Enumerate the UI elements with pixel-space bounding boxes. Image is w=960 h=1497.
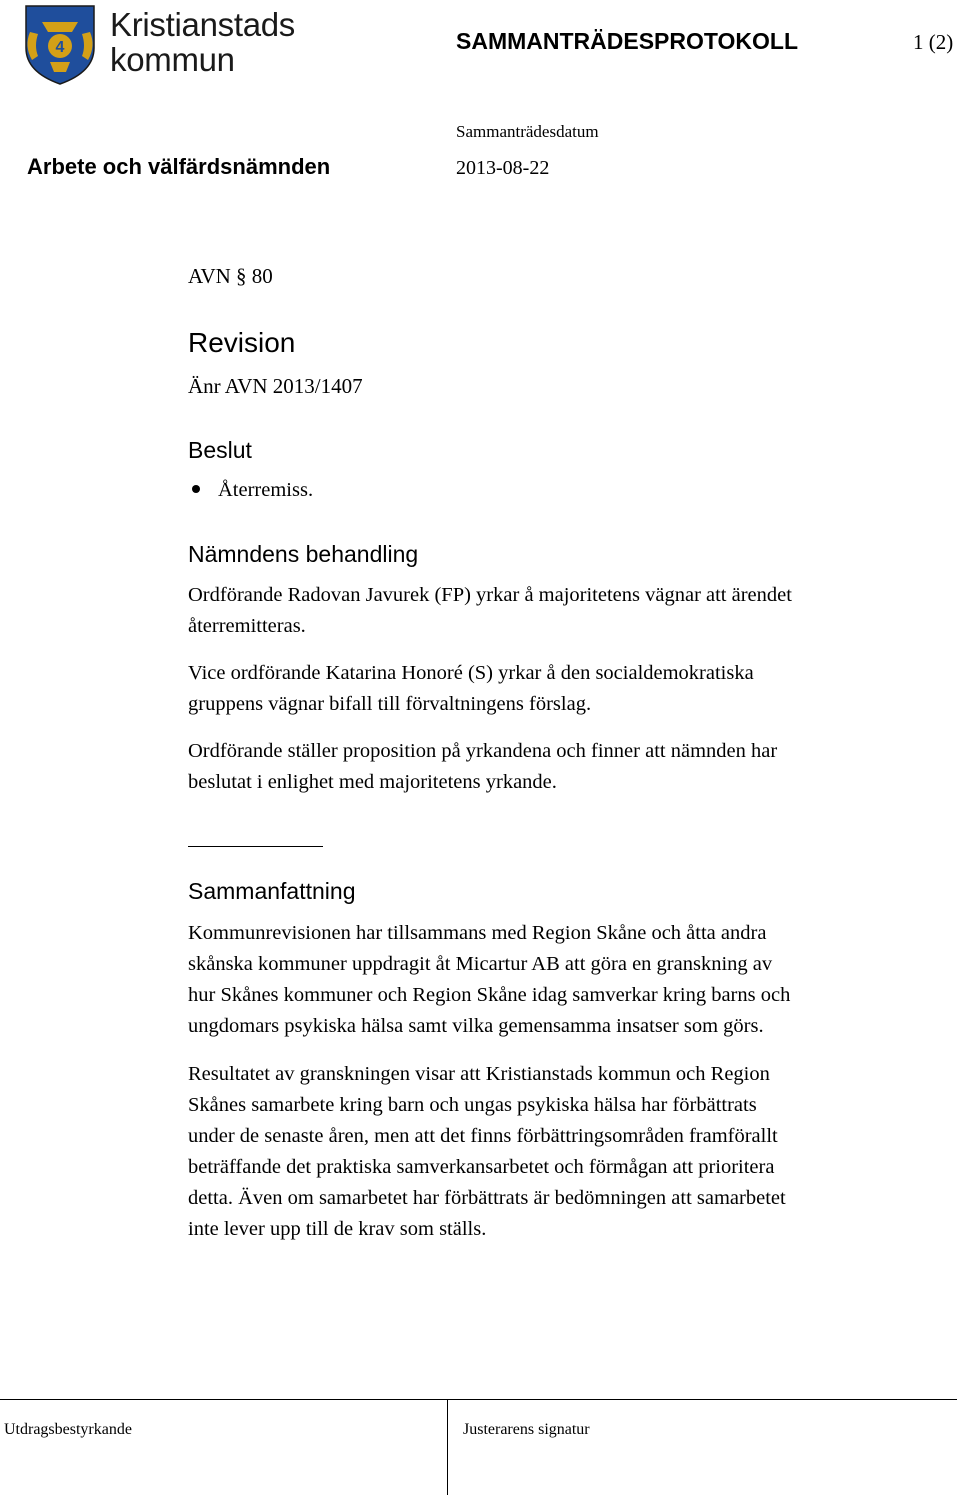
- handling-heading: Nämndens behandling: [188, 541, 419, 567]
- signature-label: Justerarens signatur: [463, 1421, 590, 1438]
- decision-item-text: Återremiss.: [218, 479, 314, 501]
- case-number: Änr AVN 2013/1407: [188, 374, 363, 398]
- text-line: under de senaste åren, men att det finns förbättringsområden framförallt: [188, 1125, 778, 1147]
- text-line: inte lever upp till de krav som ställs.: [188, 1218, 487, 1240]
- meeting-date: 2013-08-22: [456, 157, 550, 179]
- footer-rule: [0, 1399, 957, 1400]
- meeting-date-label: Sammanträdesdatum: [456, 122, 599, 141]
- logo-line-1: Kristianstads: [110, 6, 296, 43]
- text-line: återremitteras.: [188, 615, 306, 637]
- summary-heading: Sammanfattning: [188, 878, 356, 904]
- certification-label: Utdragsbestyrkande: [4, 1421, 132, 1438]
- text-line: hur Skånes kommuner och Region Skåne idag samverkar kring barns och: [188, 984, 791, 1006]
- text-line: Ordförande ställer proposition på yrkandena och finner att nämnden har: [188, 740, 778, 762]
- paragraph-reference: AVN § 80: [188, 264, 273, 288]
- text-line: detta. Även om samarbetet har förbättrats är bedömningen att samarbetet: [188, 1187, 786, 1209]
- text-line: beträffande det praktiska samverkansarbetet och förmågan att prioritera: [188, 1156, 775, 1178]
- decision-heading: Beslut: [188, 437, 252, 463]
- logo-wordmark: [110, 8, 295, 76]
- summary-paragraph: [188, 918, 790, 1042]
- board-name: Arbete och välfärdsnämnden: [27, 154, 331, 179]
- summary-paragraph: [188, 1059, 786, 1245]
- decision-item: [188, 479, 313, 502]
- handling-paragraph: [188, 658, 754, 720]
- text-line: Vice ordförande Katarina Honoré (S) yrkar å den socialdemokratiska: [188, 662, 754, 684]
- text-line: skånska kommuner uppdragit åt Micartur AB att göra en granskning av: [188, 953, 773, 975]
- text-line: Ordförande Radovan Javurek (FP) yrkar å majoritetens vägnar att ärendet: [188, 584, 792, 606]
- text-line: Resultatet av granskningen visar att Kristianstads kommun och Region: [188, 1063, 770, 1085]
- bullet-icon: [192, 485, 200, 493]
- footer-column-divider: [447, 1399, 448, 1495]
- coat-of-arms-icon: [20, 2, 100, 86]
- text-line: beslutat i enlighet med majoritetens yrkande.: [188, 771, 557, 793]
- case-title: Revision: [188, 327, 296, 358]
- svg-text:4: 4: [55, 39, 65, 56]
- section-divider: [188, 846, 323, 847]
- text-line: Kommunrevisionen har tillsammans med Region Skåne och åtta andra: [188, 922, 767, 944]
- text-line: gruppens vägnar bifall till förvaltningens förslag.: [188, 693, 592, 715]
- handling-paragraph: [188, 580, 792, 642]
- logo-line-2: kommun: [110, 41, 235, 78]
- text-line: ungdomars psykiska hälsa samt vilka gemensamma insatser som görs.: [188, 1015, 764, 1037]
- kommun-logo: [20, 2, 300, 86]
- text-line: Skånes samarbete kring barn och ungas psykiska hälsa har förbättrats: [188, 1094, 757, 1116]
- handling-paragraph: [188, 736, 777, 798]
- page-number: 1 (2): [913, 30, 954, 54]
- document-type: SAMMANTRÄDESPROTOKOLL: [456, 28, 799, 54]
